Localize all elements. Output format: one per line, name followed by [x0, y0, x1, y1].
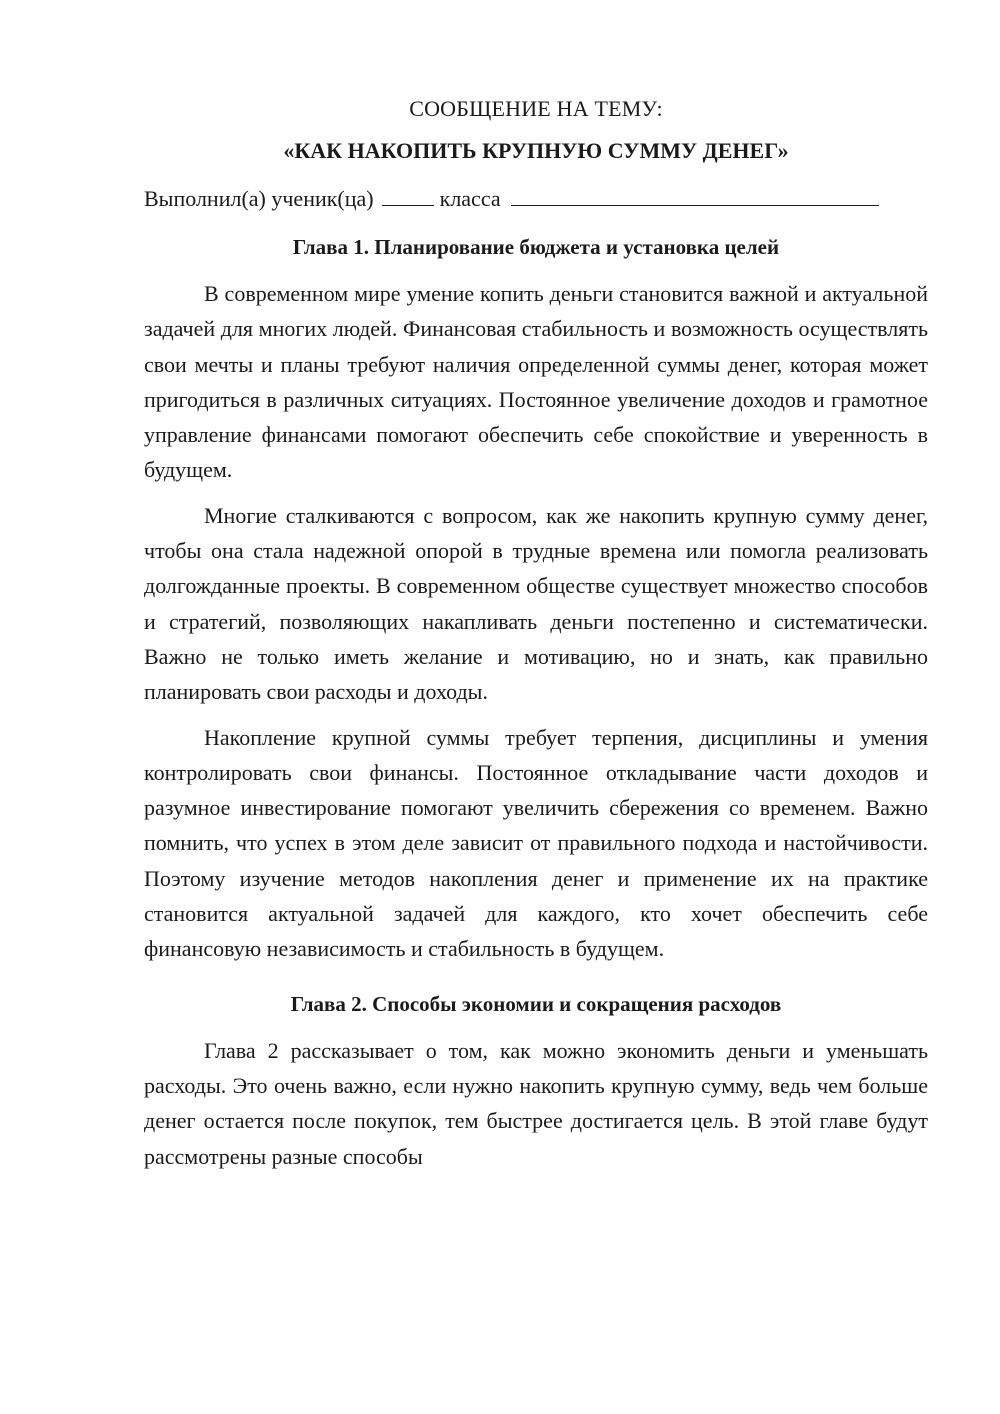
author-name-blank: [511, 185, 879, 206]
document-page: [144, 88, 928, 1184]
document-title: «КАК НАКОПИТЬ КРУПНУЮ СУММУ ДЕНЕГ»: [283, 138, 789, 163]
class-number-blank: [382, 185, 434, 206]
author-middle: класса: [439, 186, 501, 211]
chapter-2-paragraph-1: Глава 2 рассказывает о том, как можно экономить деньги и уменьшать расходы. Это очень важно, если нужно накопить крупную сумму, ведь чем больше денег остается после покупок, тем быстрее достигается цель. В этой главе будут рассмотрены разные способы: [144, 1037, 928, 1169]
document-header-line1: СООБЩЕНИЕ НА ТЕМУ:: [409, 96, 663, 121]
author-line: [144, 182, 928, 216]
chapter-1-paragraph-1: В современном мире умение копить деньги становится важной и актуальной задачей для многих людей. Финансовая стабильность и возможность осуществлять свои мечты и планы требуют наличия определенной суммы денег, которая может пригодиться в различных ситуациях. Постоянное увеличение доходов и грамотное управление финансами помогают обеспечить себе спокойствие и уверенность в будущем.: [144, 281, 928, 483]
chapter-1-title: Глава 1. Планирование бюджета и установка целей: [292, 235, 780, 259]
chapter-1-paragraph-2: Многие сталкиваются с вопросом, как же накопить крупную сумму денег, чтобы она стала надежной опорой в трудные времена или помогла реализовать долгожданные проекты. В современном обществе существует множество способов и стратегий, позволяющих накапливать деньги постепенно и систематически. Важно не только иметь желание и мотивацию, но и знать, как правильно планировать свои расходы и доходы.: [144, 502, 928, 705]
chapter-2-title: Глава 2. Способы экономии и сокращения расходов: [290, 991, 782, 1016]
author-prefix: Выполнил(а) ученик(ца): [144, 186, 374, 211]
chapter-1-paragraph-3: Накопление крупной суммы требует терпения, дисциплины и умения контролировать свои финансы. Постоянное откладывание части доходов и разумное инвестирование помогают увеличить сбережения со временем. Важно помнить, что успех в этом деле зависит от правильного подхода и настойчивости. Поэтому изучение методов накопления денег и применение их на практике становится актуальной задачей для каждого, кто хочет обеспечить себе финансовую независимость и стабильность в будущем.: [144, 724, 928, 962]
